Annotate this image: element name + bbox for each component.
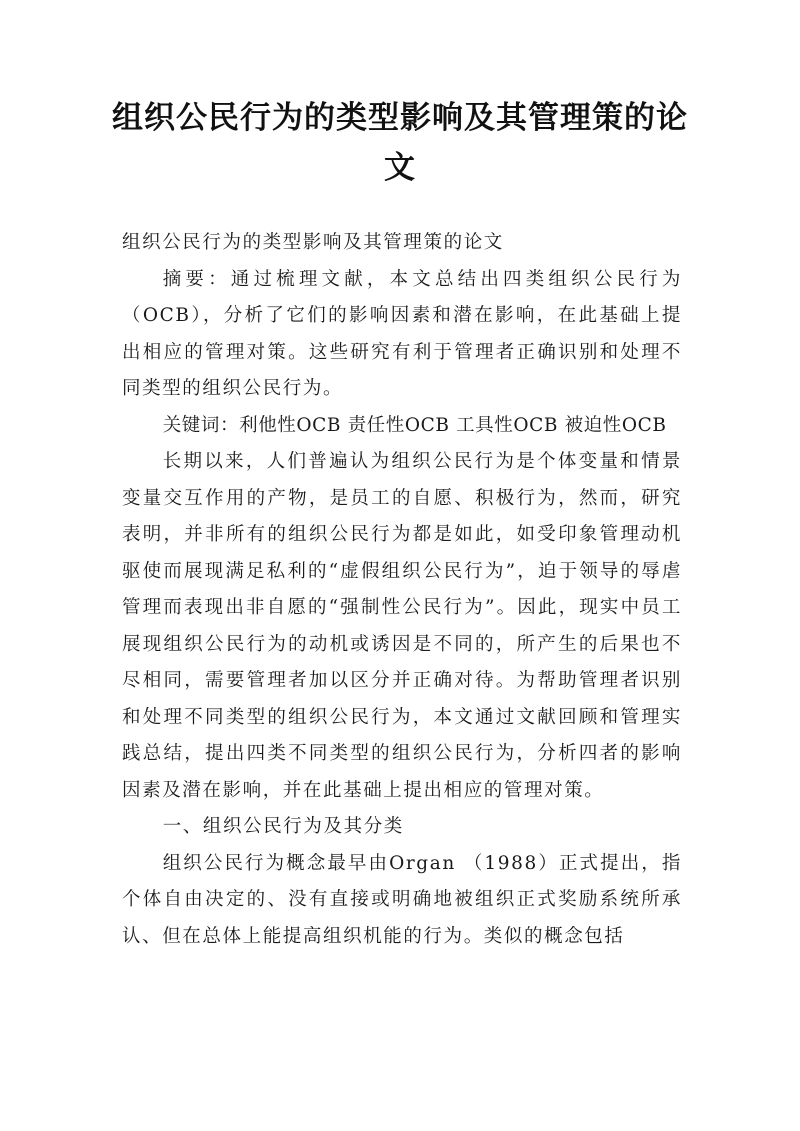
section-heading: 一、组织公民行为及其分类 xyxy=(162,816,404,837)
document-body xyxy=(122,225,682,955)
intro-paragraph: 长期以来，人们普遍认为组织公民行为是个体变量和情景变量交互作用的产物，是员工的自愿、积极行为，然而，研究表明，并非所有的组织公民行为都是如此，如受印象管理动机驱使而展现满足私利的“虚假组织公民行为”，迫于领导的辱虐管理而表现出非自愿的“强制性公民行为”。因此，现实中员工展现组织公民行为的动机或诱因是不同的，所产生的后果也不尽相同，需要管理者加以区分并正确对待。为帮助管理者识别和处理不同类型的组织公民行为，本文通过文献回顾和管理实践总结，提出四类不同类型的组织公民行为，分析四者的影响因素及潜在影响，并在此基础上提出相应的管理对策。 xyxy=(122,451,682,801)
document-title: 组织公民行为的类型影响及其管理策的论文 xyxy=(112,100,688,186)
keywords-line: 关键词：利他性OCB 责任性OCB 工具性OCB 被迫性OCB xyxy=(162,414,667,436)
abstract-paragraph: 摘要：通过梳理文献，本文总结出四类组织公民行为（OCB），分析了它们的影响因素和潜在影响，在此基础上提出相应的管理对策。这些研究有利于管理者正确识别和处理不同类型的组织公民行为。 xyxy=(122,268,683,399)
document-subtitle: 组织公民行为的类型影响及其管理策的论文 xyxy=(122,232,504,253)
section-paragraph: 组织公民行为概念最早由Organ （1988）正式提出，指个体自由决定的、没有直接或明确地被组织正式奖励系统所承认、但在总体上能提高组织机能的行为。类似的概念包括 xyxy=(122,852,682,947)
